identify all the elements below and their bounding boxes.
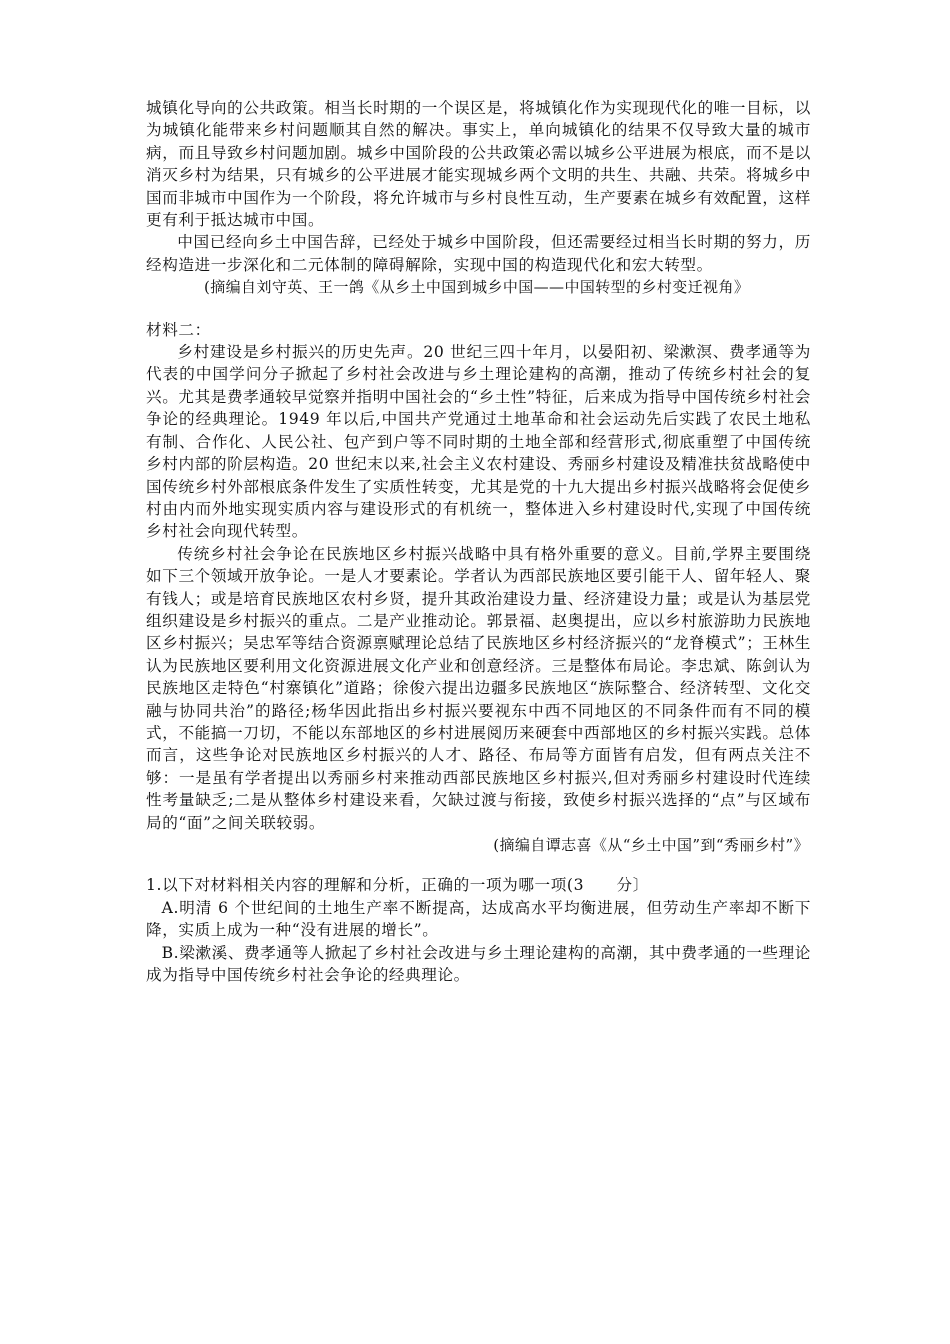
material2-paragraph-1: 乡村建设是乡村振兴的历史先声。20 世纪三四十年月，以晏阳初、梁漱溟、费孝通等为代表的中国学问分子掀起了乡村社会改进与乡土理论建构的高潮，推动了传统乡村社会的复兴。尤其是费孝通较早觉察并指明中国社会的“乡土性”特征，后来成为指导中国传统乡村社会争论的经典理论。1949 年以后,中国共产党通过土地革命和社会运动先后实践了农民土地私有制、合作化、人民公社、包产到户等不同时期的土地全部和经营形式,彻底重塑了中国传统乡村内部的阶层构造。20 世纪末以来,社会主义农村建设、秀丽乡村建设及精准扶贫战略使中国传统乡村外部根底条件发生了实质性转变，尤其是党的十九大提出乡村振兴战略将会促使乡村由内而外地实现实质内容与建设形式的有机统一，整体进入乡村建设时代,实现了中国传统乡村社会向现代转型。: [146, 343, 811, 541]
material2-paragraph-2: 传统乡村社会争论在民族地区乡村振兴战略中具有格外重要的意义。目前,学界主要围绕如下三个领域开放争论。一是人才要素论。学者认为西部民族地区要引能干人、留年轻人、聚有钱人；或是培育民族地区农村乡贤，提升其政治建设力量、经济建设力量；或是认为基层党组织建设是乡村振兴的重点。二是产业推动论。郭景福、赵奥提出，应以乡村旅游助力民族地区乡村振兴；吴忠军等结合资源禀赋理论总结了民族地区乡村经济振兴的“龙脊模式”；王林生认为民族地区要利用文化资源进展文化产业和创意经济。三是整体布局论。李忠斌、陈剑认为民族地区走特色“村寨镇化”道路；徐俊六提出边疆多民族地区“族际整合、经济转型、文化交融与协同共治”的路径;杨华因此指出乡村振兴要视东中西不同地区的不同条件而有不同的模式，不能搞一刀切，不能以东部地区的乡村进展阅历来硬套中西部地区的乡村振兴实践。总体而言，这些争论对民族地区乡村振兴的人才、路径、布局等方面皆有启发，但有两点关注不够：一是虽有学者提出以秀丽乡村来推动西部民族地区乡村振兴,但对秀丽乡村建设时代连续性考量缺乏;二是从整体乡村建设来看，欠缺过渡与衔接，致使乡村振兴选择的“点”与区域布局的“面”之间关联较弱。: [146, 544, 811, 832]
question-1-option-a: A.明清 6 个世纪间的土地生产率不断提高，达成高水平均衡进展，但劳动生产率却不断下降，实质上成为一种“没有进展的增长”。: [146, 898, 811, 940]
spacer: [146, 856, 811, 874]
spacer: [146, 299, 811, 319]
material2-source: (摘编自谭志喜《从“乡土中国”到“秀丽乡村”》: [493, 836, 809, 854]
material2-heading: 材料二：: [146, 320, 211, 339]
document-page: [146, 97, 811, 986]
question-1-option-b: B.梁漱溪、费孝通等人掀起了乡村社会改进与乡土理论建构的高潮，其中费孝通的一些理论成为指导中国传统乡村社会争论的经典理论。: [146, 943, 811, 985]
material1-source: (摘编自刘守英、王一鸽《从乡土中国到城乡中国——中国转型的乡村变迁视角》: [204, 278, 750, 297]
material1-paragraph-1: 城镇化导向的公共政策。相当长时期的一个误区是，将城镇化作为实现现代化的唯一目标，以为城镇化能带来乡村问题顺其自然的解决。事实上，单向城镇化的结果不仅导致大量的城市病，而且导致乡村问题加剧。城乡中国阶段的公共政策必需以城乡公平进展为根底，而不是以消灭乡村为结果，只有城乡的公平进展才能实现城乡两个文明的共生、共融、共荣。将城乡中国而非城市中国作为一个阶段，将允许城市与乡村良性互动，生产要素在城乡有效配置，这样更有利于抵达城市中国。: [146, 99, 811, 230]
material1-paragraph-2: 中国已经向乡土中国告辞，已经处于城乡中国阶段，但还需要经过相当长时期的努力，历经构造进一步深化和二元体制的障碍解除，实现中国的构造现代化和宏大转型。: [146, 233, 811, 274]
question-1-stem: 1.以下对材料相关内容的理解和分析，正确的一项为哪一项(3 分〕: [146, 876, 649, 895]
